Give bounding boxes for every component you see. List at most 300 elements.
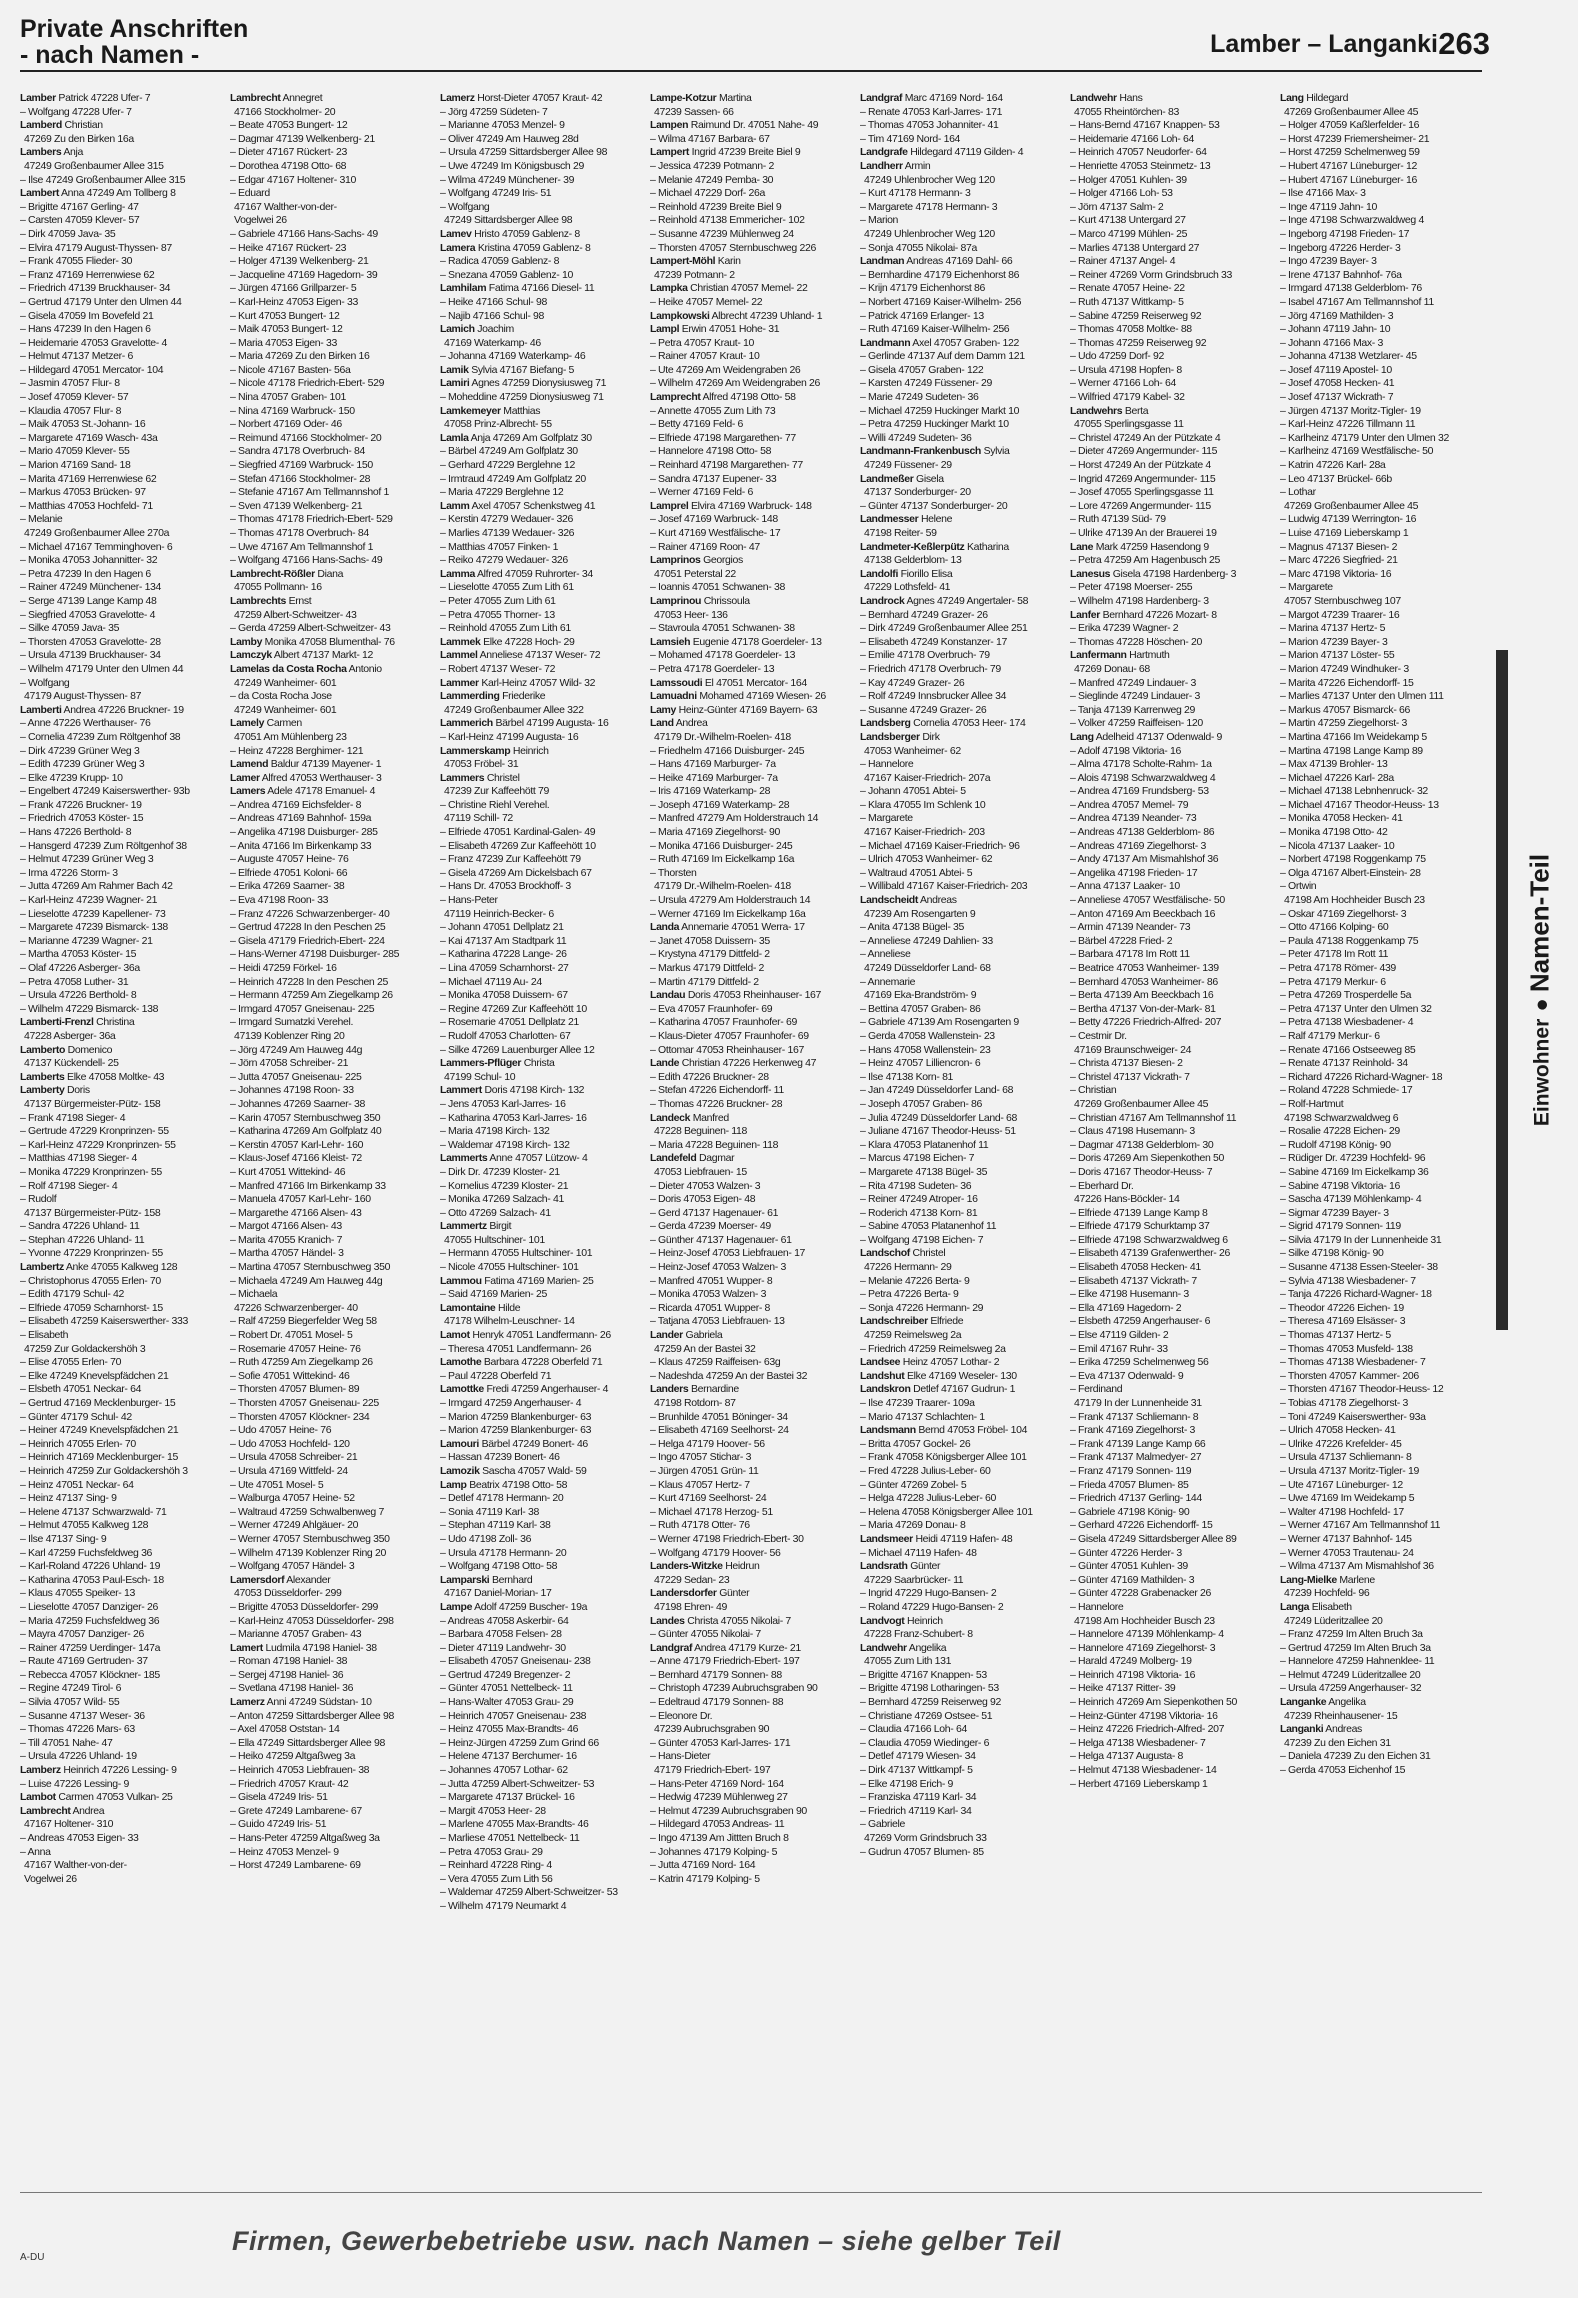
listing-entry (1280, 976, 1480, 990)
listing-entry (860, 459, 1060, 473)
listing-surname: Lamby (230, 635, 263, 648)
listing-entry (1280, 445, 1480, 459)
listing-entry (1280, 1098, 1480, 1112)
listing-text: – Christophorus 47055 Erlen- 70 (20, 1274, 161, 1287)
listing-entry (20, 201, 220, 215)
listing-text: – Jutta 47169 Nord- 164 (650, 1859, 756, 1872)
listing-text: – Christel 47137 Vickrath- 7 (1070, 1070, 1190, 1083)
listing-text: – Erika 47239 Wagner- 2 (1070, 622, 1179, 635)
listing-entry (1280, 690, 1480, 704)
listing-entry (860, 1479, 1060, 1493)
listing-entry (440, 1112, 640, 1126)
listing-text: 47249 Großenbaumer Allee 322 (444, 703, 584, 716)
listing-entry (230, 1533, 430, 1547)
listing-entry (20, 432, 220, 446)
listing-text: Ingrid 47239 Breite Biel 9 (691, 146, 801, 159)
listing-text: – Hannelore 47198 Otto- 58 (650, 445, 772, 458)
listing-surname: Landshut (860, 1369, 905, 1382)
listing-entry (230, 1832, 430, 1846)
listing-entry (1070, 1315, 1270, 1329)
listing-entry (440, 1547, 640, 1561)
listing-entry (230, 310, 430, 324)
listing-entry (1280, 1302, 1480, 1316)
listing-surname: Lampl (650, 323, 680, 336)
listing-text: – Anneliese 47057 Westfälische- 50 (1070, 894, 1225, 907)
bullet-icon: ● (1528, 992, 1554, 1012)
listing-text: – Susanne 47138 Essen-Steeler- 38 (1280, 1261, 1438, 1274)
listing-surname: Lamuadni (650, 690, 697, 703)
listing-text: – Wolfgang 47198 Eichen- 7 (860, 1233, 984, 1246)
listing-entry (230, 1723, 430, 1737)
listing-entry (650, 350, 850, 364)
listing-surname: Landsberger (860, 730, 920, 743)
listing-surname: Landsmann (860, 1424, 916, 1437)
listing-text: Martina (718, 92, 752, 104)
listing-entry (860, 1411, 1060, 1425)
listing-text: – Margarete (860, 812, 913, 825)
listing-entry (1280, 1139, 1480, 1153)
listing-entry (650, 1247, 850, 1261)
listing-entry (20, 269, 220, 283)
listing-text: Berta (1124, 404, 1149, 417)
listing-entry (650, 554, 850, 568)
listing-entry (860, 1655, 1060, 1669)
listing-entry (1280, 1750, 1480, 1764)
listing-text: – Wilhelm 47179 Neumarkt 4 (440, 1899, 567, 1912)
listing-text: – Wilma 47249 Münchener- 39 (440, 173, 575, 186)
listing-entry (860, 731, 1060, 745)
listing-text: – Maria 47228 Beguinen- 118 (650, 1138, 779, 1151)
listing-text: 47053 Wanheimer- 62 (864, 744, 961, 757)
listing-text: – Gerda 47053 Eichenhof 15 (1280, 1764, 1406, 1777)
listing-entry (1280, 745, 1480, 759)
listing-surname: Lamberto (20, 1043, 66, 1056)
listing-text: – Klara 47053 Platanenhof 11 (860, 1138, 989, 1151)
listing-text: – Nicole 47178 Friedrich-Ebert- 529 (230, 377, 385, 390)
listing-entry (20, 1193, 220, 1207)
listing-text: – Hannelore 47169 Ziegelhorst- 3 (1070, 1641, 1216, 1654)
listing-text: – Petra 47179 Merkur- 6 (1280, 975, 1386, 988)
listing-text: 47167 Holtener- 310 (24, 1818, 114, 1831)
listing-entry (860, 1818, 1060, 1832)
listing-entry (230, 636, 430, 650)
listing-text: – Heidemarie 47166 Loh- 64 (1070, 132, 1194, 145)
listing-entry (230, 962, 430, 976)
listing-entry (860, 894, 1060, 908)
listing-text: – Ruth 47169 Kaiser-Wilhelm- 256 (860, 323, 1010, 336)
listing-entry (1070, 228, 1270, 242)
listing-entry (1280, 1465, 1480, 1479)
listing-entry (1280, 1288, 1480, 1302)
listing-text: 47259 Reimelsweg 2a (864, 1329, 962, 1342)
listing-entry (1070, 527, 1270, 541)
listing-text: – Gertrud 47249 Bregenzer- 2 (440, 1668, 571, 1681)
listing-entry (20, 1818, 220, 1832)
listing-entry (440, 106, 640, 120)
listing-entry (230, 1628, 430, 1642)
listing-text: – Katharina 47057 Fraunhofer- 69 (650, 1016, 797, 1029)
listing-text: – Thomas 47053 Musfeld- 138 (1280, 1342, 1413, 1355)
listing-entry (860, 826, 1060, 840)
listing-entry (1280, 500, 1480, 514)
listing-text: – Eva 47057 Fraunhofer- 69 (650, 1002, 773, 1015)
listing-text: – Josef 47055 Sperlingsgasse 11 (1070, 486, 1214, 499)
listing-entry (860, 663, 1060, 677)
listing-surname: Landscheidt (860, 894, 918, 907)
listing-text: – Rudolf (20, 1193, 57, 1206)
listing-entry (1280, 255, 1480, 269)
listing-text: Gisela (916, 472, 944, 485)
listing-entry (1070, 840, 1270, 854)
listing-entry (20, 527, 220, 541)
listing-entry (860, 1778, 1060, 1792)
listing-text: – Margarete 47178 Hermann- 3 (860, 200, 998, 213)
listing-text: – Günter 47226 Herder- 3 (1070, 1546, 1182, 1559)
listing-entry (860, 1180, 1060, 1194)
listing-text: – Sandra 47178 Overbruch- 84 (230, 445, 365, 458)
listing-text: – Karl-Heinz 47053 Eigen- 33 (230, 295, 358, 308)
listing-surname: Landau (650, 989, 686, 1002)
listing-entry (1280, 1547, 1480, 1561)
listing-entry (230, 976, 430, 990)
listing-entry (860, 1247, 1060, 1261)
listing-text: – Nadeshda 47259 An der Bastei 32 (650, 1369, 808, 1382)
listing-entry (860, 677, 1060, 691)
listing-text: – Paul 47228 Oberfeld 71 (440, 1369, 552, 1382)
listing-text: – Helene 47137 Schwarzwald- 71 (20, 1505, 167, 1518)
listing-text: – Irmgard Sumatzki Verehel. (230, 1016, 354, 1029)
listing-entry (1280, 1370, 1480, 1384)
listing-entry (1070, 1152, 1270, 1166)
listing-text: – Elisabeth 47058 Hecken- 41 (1070, 1261, 1201, 1274)
listing-text: – Reiner 47269 Vorm Grindsbruch 33 (1070, 268, 1233, 281)
listing-entry (1070, 364, 1270, 378)
listing-text: – Udo 47198 Zoll- 36 (440, 1532, 532, 1545)
listing-text: – Engelbert 47249 Kaiserswerther- 93b (20, 785, 190, 798)
listing-entry (650, 1044, 850, 1058)
listing-text: – Frieda 47057 Blumen- 85 (1070, 1478, 1189, 1491)
listing-entry (20, 1220, 220, 1234)
listing-entry (1070, 1669, 1270, 1683)
listing-text: – Silke 47269 Lauenburger Allee 12 (440, 1043, 595, 1056)
listing-text: – Marita 47226 Eichendorff- 15 (1280, 676, 1414, 689)
listing-text: – Gerhard 47226 Eichendorff- 15 (1070, 1519, 1213, 1532)
listing-text: – Klaudia 47057 Flur- 8 (20, 404, 122, 417)
listing-entry (650, 962, 850, 976)
listing-entry (860, 1533, 1060, 1547)
listing-text: – Ilse 47166 Max- 3 (1280, 187, 1366, 200)
listing-text: – Claus 47198 Husemann- 3 (1070, 1125, 1195, 1138)
listing-entry (1070, 242, 1270, 256)
listing-entry (440, 853, 640, 867)
listing-text: – Elisabeth 47139 Grafenwerther- 26 (1070, 1247, 1230, 1260)
listing-entry (440, 1261, 640, 1275)
listing-entry (1280, 391, 1480, 405)
listing-text: – Roderich 47138 Korn- 81 (860, 1206, 978, 1219)
listing-entry (1070, 106, 1270, 120)
listing-entry (860, 745, 1060, 759)
listing-entry (860, 1329, 1060, 1343)
listing-text: – Markus 47053 Brücken- 97 (20, 486, 146, 499)
listing-surname: Lampert-Möhl (650, 255, 716, 268)
listing-entry (440, 867, 640, 881)
listing-text: – Erika 47269 Saarner- 38 (230, 880, 345, 893)
listing-entry (1280, 364, 1480, 378)
listing-entry (650, 758, 850, 772)
listing-entry (440, 908, 640, 922)
listing-text: – Ingo 47139 Am Jittten Bruch 8 (650, 1832, 789, 1844)
listing-text: 47167 Kaiser-Friedrich- 207a (864, 771, 991, 784)
listing-text: – Thorsten 47057 Blumen- 89 (230, 1383, 360, 1396)
listing-text: – Helmut 47055 Kalkweg 128 (20, 1519, 149, 1532)
listing-entry (650, 1479, 850, 1493)
listing-text: – Karl-Heinz 47199 Augusta- 16 (440, 730, 579, 743)
listing-entry (20, 1615, 220, 1629)
listing-entry (230, 1479, 430, 1493)
listing-text: – Thomas 47178 Friedrich-Ebert- 529 (230, 513, 393, 526)
listing-entry (1280, 1506, 1480, 1520)
listing-entry (230, 622, 430, 636)
listing-entry (20, 1356, 220, 1370)
listing-entry (20, 894, 220, 908)
listing-entry (20, 146, 220, 160)
listing-entry (230, 1560, 430, 1574)
listing-entry (650, 214, 850, 228)
listing-text: 47179 Dr.-Wilhelm-Roelen- 418 (654, 730, 791, 743)
listing-text: – Gisela 47249 Sittardsberger Allee 89 (1070, 1532, 1237, 1545)
listing-entry (230, 1818, 430, 1832)
listing-text: – Petra 47239 In den Hagen 6 (20, 567, 151, 580)
listing-text: – Anneliese 47249 Dahlien- 33 (860, 934, 993, 947)
listing-text: – Tim 47169 Nord- 164 (860, 132, 961, 145)
listing-entry (440, 1846, 640, 1860)
listing-entry (650, 1750, 850, 1764)
listing-text: – Maik 47053 St.-Johann- 16 (20, 418, 146, 431)
listing-entry (440, 1805, 640, 1819)
listing-text: – Martha 47053 Köster- 15 (20, 948, 137, 961)
listing-text: Christian (64, 119, 103, 132)
listing-entry (650, 785, 850, 799)
listing-entry (440, 812, 640, 826)
listing-text: – Wolfgang (20, 676, 70, 689)
listing-text: – Irmgard 47138 Gelderblom- 76 (1280, 282, 1422, 295)
listing-text: – Moheddine 47259 Dionysiusweg 71 (440, 391, 604, 404)
listing-surname: Lammel (440, 649, 478, 662)
listing-entry (20, 1547, 220, 1561)
listing-text: – Volker 47259 Raiffeisen- 120 (1070, 717, 1203, 730)
listing-entry (650, 106, 850, 120)
listing-entry (230, 1220, 430, 1234)
listing-entry (230, 1601, 430, 1615)
listing-text: – Helmut 47239 Aubruchsgraben 90 (650, 1804, 807, 1817)
listing-entry (20, 948, 220, 962)
listing-text: – Marianne 47053 Menzel- 9 (440, 119, 565, 132)
listing-text: – Helena 47058 Königsberger Allee 101 (860, 1505, 1033, 1518)
listing-text: – Max 47139 Brohler- 13 (1280, 758, 1388, 771)
listing-text: 47179 In der Lunnenheide 31 (1074, 1397, 1202, 1409)
listing-text: – Sigmar 47239 Bayer- 3 (1280, 1206, 1389, 1219)
listing-text: – Tanja 47139 Karrenweg 29 (1070, 703, 1195, 716)
listing-entry (20, 133, 220, 147)
listing-entry (1280, 677, 1480, 691)
listing-text: – Heinrich 47053 Liebfrauen- 38 (230, 1764, 370, 1777)
listing-entry (650, 1587, 850, 1601)
listing-entry (860, 717, 1060, 731)
listing-entry (650, 486, 850, 500)
listing-text: – Michael 47119 Hafen- 48 (860, 1546, 977, 1559)
listing-entry (230, 1574, 430, 1588)
listing-entry (440, 1859, 640, 1873)
listing-text: Karl-Heinz 47057 Wild- 32 (481, 676, 596, 689)
listing-entry (860, 1112, 1060, 1126)
listing-entry (1280, 1084, 1480, 1098)
listing-entry (230, 418, 430, 432)
listing-text: 47259 Zur Goldackershöh 3 (24, 1342, 146, 1355)
listing-entry (1280, 1356, 1480, 1370)
listing-text: – Carsten 47059 Klever- 57 (20, 214, 140, 227)
listing-text: – Daniela 47239 Zu den Eichen 31 (1280, 1750, 1431, 1763)
listing-text: – Silke 47059 Java- 35 (20, 622, 120, 635)
listing-text: – Alma 47178 Scholte-Rahm- 1a (1070, 758, 1212, 771)
listing-entry (1280, 92, 1480, 106)
listing-text: – Maik 47053 Bungert- 12 (230, 323, 343, 336)
listing-text: – Ulrich 47053 Wanheimer- 62 (860, 853, 993, 866)
listing-surname: Lambertz (20, 1261, 64, 1274)
listing-text: – Helmut 47239 Grüner Weg 3 (20, 853, 154, 866)
listing-text: – Alois 47198 Schwarzwaldweg 4 (1070, 771, 1216, 784)
listing-text: 47239 Aubruchsgraben 90 (654, 1723, 770, 1736)
listing-text: – Hans-Peter 47259 Altgaßweg 3a (230, 1832, 380, 1844)
listing-text: – Herbert 47169 Lieberskamp 1 (1070, 1777, 1208, 1790)
listing-text: 47198 Reiter- 59 (864, 527, 937, 539)
listing-text: Christina (96, 1016, 135, 1029)
listing-entry (1280, 214, 1480, 228)
listing-surname: Lammers (440, 771, 485, 784)
listing-entry (1070, 581, 1270, 595)
listing-text: Hildegard (1306, 92, 1349, 104)
listing-entry (650, 1411, 850, 1425)
listing-text: Diana (317, 567, 344, 580)
listing-entry (1280, 146, 1480, 160)
listing-text: Annegret (282, 92, 323, 104)
listing-text: Heidrun (725, 1560, 760, 1573)
listing-entry (230, 704, 430, 718)
listing-surname: Lamprel (650, 499, 689, 512)
listing-text: Marc 47169 Nord- 164 (904, 92, 1003, 104)
listing-entry (1280, 1247, 1480, 1261)
listing-entry (20, 1084, 220, 1098)
listing-entry (440, 92, 640, 106)
listing-text: – Udo 47259 Dorf- 92 (1070, 350, 1164, 363)
listing-text: Joachim (477, 323, 514, 336)
listing-entry (1070, 187, 1270, 201)
listing-text: – Ilse 47249 Großenbaumer Allee 315 (20, 173, 186, 186)
listing-text: – Margarete (1280, 581, 1333, 594)
listing-surname: Lamely (230, 717, 265, 730)
listing-text: – Johann 47051 Dellplatz 21 (440, 921, 564, 934)
listing-text: – Irmtraud 47249 Am Golfplatz 20 (440, 472, 586, 485)
listing-text: – Kai 47137 Am Stadtpark 11 (440, 934, 567, 947)
listing-text: – Matthias 47053 Hochfeld- 71 (20, 499, 153, 512)
listing-entry (20, 1343, 220, 1357)
listing-text: – Ursula 47259 Sittardsberger Allee 98 (440, 146, 608, 159)
listing-entry (650, 513, 850, 527)
listing-text: – Gerda 47259 Albert-Schweitzer- 43 (230, 622, 391, 635)
listing-entry (230, 432, 430, 446)
listing-entry (650, 1533, 850, 1547)
listing-text: – Christoph 47239 Aubruchsgraben 90 (650, 1682, 818, 1695)
listing-text: – Fred 47228 Julius-Leber- 60 (860, 1464, 991, 1477)
listing-text: – Bettina 47057 Graben- 86 (860, 1002, 981, 1015)
listing-text: – Martha 47057 Händel- 3 (230, 1247, 344, 1260)
listing-text: – Monika 47269 Salzach- 41 (440, 1193, 564, 1206)
listing-entry (230, 296, 430, 310)
listing-surname: Lamerz (440, 92, 475, 104)
listing-text: – Margarete 47169 Wasch- 43a (20, 431, 158, 444)
listing-text: – Margit 47053 Heer- 28 (440, 1804, 546, 1817)
listing-entry (1070, 894, 1270, 908)
listing-text: – Michael 47226 Karl- 28a (1280, 771, 1394, 784)
listing-surname: Lamprinos (650, 554, 701, 567)
listing-entry (1280, 704, 1480, 718)
listing-entry (860, 364, 1060, 378)
listing-text: – Hubert 47167 Lüneburger- 12 (1280, 159, 1417, 172)
listing-entry (1280, 1669, 1480, 1683)
listing-entry (1070, 1112, 1270, 1126)
listing-entry (1280, 337, 1480, 351)
listing-text: 47199 Schul- 10 (444, 1070, 516, 1083)
listing-entry (1280, 174, 1480, 188)
listing-entry (1280, 1057, 1480, 1071)
listing-text: – Lieselotte 47055 Zum Lith 61 (440, 581, 574, 594)
listing-text: Hartmuth (1129, 649, 1170, 662)
listing-text: – Uwe 47167 Am Tellmannshof 1 (230, 540, 374, 553)
listing-entry (230, 1315, 430, 1329)
listing-text: 47269 Großenbaumer Allee 45 (1074, 1097, 1209, 1110)
listing-entry (860, 405, 1060, 419)
listing-text: – Klaus 47055 Speiker- 13 (20, 1587, 135, 1600)
listing-text: – Wilma 47167 Barbara- 67 (650, 132, 770, 145)
listing-entry (1280, 908, 1480, 922)
listing-entry (20, 989, 220, 1003)
listing-entry (440, 527, 640, 541)
listing-text: – Sascha 47139 Möhlenkamp- 4 (1280, 1193, 1422, 1206)
listing-entry (1280, 1682, 1480, 1696)
listing-entry (440, 1193, 640, 1207)
listing-entry (20, 935, 220, 949)
listing-entry (650, 377, 850, 391)
listing-entry (230, 1288, 430, 1302)
listing-entry (860, 432, 1060, 446)
listing-text: – Heinz-Josef 47053 Liebfrauen- 17 (650, 1247, 806, 1260)
listing-text: – Ulrike 47226 Krefelder- 45 (1280, 1437, 1402, 1450)
listing-text: – Nina 47057 Graben- 101 (230, 391, 346, 404)
listing-text: – Vera 47055 Zum Lith 56 (440, 1872, 553, 1885)
listing-entry (1280, 1479, 1480, 1493)
listing-text: – Karl-Heinz 47229 Kronprinzen- 55 (20, 1138, 176, 1151)
listing-text: – Irmgard 47057 Gneisenau- 225 (230, 1002, 375, 1015)
listing-surname: Lamber (20, 92, 56, 104)
listing-entry (20, 473, 220, 487)
listing-entry (230, 677, 430, 691)
listing-entry (230, 1438, 430, 1452)
listing-text: – Gertrud 47228 In den Peschen 25 (230, 921, 386, 934)
listing-entry (860, 418, 1060, 432)
listing-entry (650, 1112, 850, 1126)
listing-entry (650, 1696, 850, 1710)
listing-entry (650, 187, 850, 201)
listing-text: – Ursula 47139 Bruckhauser- 34 (20, 649, 161, 662)
